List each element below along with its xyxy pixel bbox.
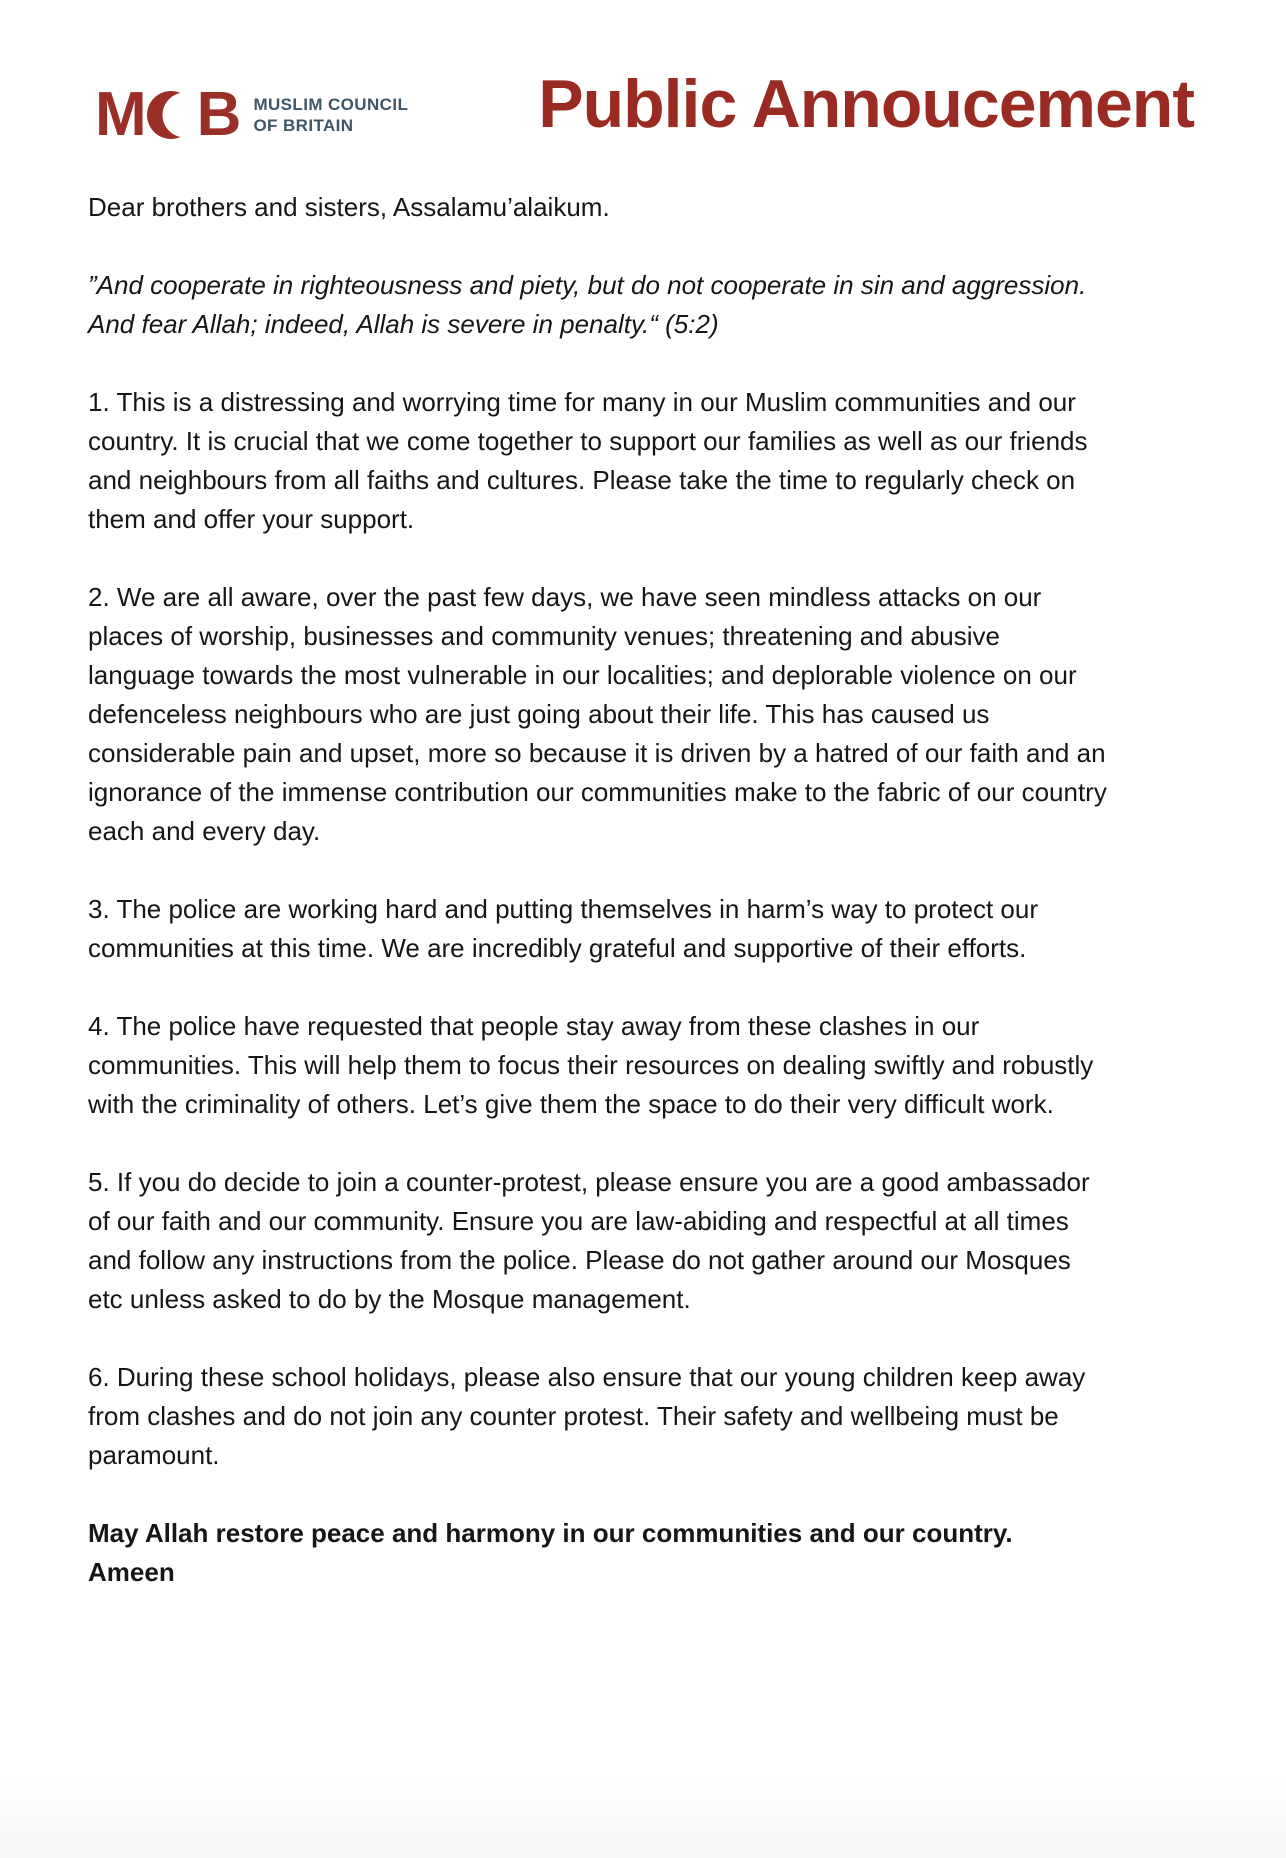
logo-org-line2: OF BRITAIN xyxy=(253,116,354,135)
page-title: Public Annoucement xyxy=(538,66,1194,142)
closing-dua xyxy=(88,1514,1108,1592)
salutation: Dear brothers and sisters, Assalamu’alaikum. xyxy=(88,192,610,222)
logo-letter-m: M xyxy=(95,80,145,149)
paragraph-2: 2. We are all aware, over the past few days, we have seen mindless attacks on our places of worship, businesses and community venues; threatening and abusive language towards the most vulnerable in our localities; and deplorable violence on our defenceless neighbours who are just going about their life. This has caused us considerable pain and upset, more so because it is driven by a hatred of our faith and an ignorance of the immense contribution our communities make to the fabric of our country each and every day. xyxy=(88,582,1107,846)
closing-line1: May Allah restore peace and harmony in our communities and our country. xyxy=(88,1518,1013,1548)
paragraph-3: 3. The police are working hard and putting themselves in harm’s way to protect our communities at this time. We are incredibly grateful and supportive of their efforts. xyxy=(88,894,1038,963)
logo-org-name xyxy=(253,94,408,136)
page-bottom-fade xyxy=(0,1778,1286,1858)
closing-line2: Ameen xyxy=(88,1557,175,1587)
quran-quote: ”And cooperate in righteousness and piety, but do not cooperate in sin and aggression. And fear Allah; indeed, Allah is severe in penalty.“ (5:2) xyxy=(88,270,1087,339)
mcb-logo xyxy=(95,80,409,149)
logo-letter-b: B xyxy=(196,80,240,149)
logo-org-line1: MUSLIM COUNCIL xyxy=(253,95,409,114)
announcement-body xyxy=(0,188,1286,1592)
mcb-logo-mark xyxy=(95,80,240,149)
paragraph-5: 5. If you do decide to join a counter-protest, please ensure you are a good ambassador of our faith and our community. Ensure you are law-abiding and respectful at all times and follow any instructions from the police. Please do not gather around our Mosques etc unless asked to do by the Mosque management. xyxy=(88,1167,1090,1314)
crescent-moon-icon xyxy=(146,87,198,143)
header xyxy=(0,0,1286,149)
paragraph-6: 6. During these school holidays, please also ensure that our young children keep away from clashes and do not join any counter protest. Their safety and wellbeing must be paramount. xyxy=(88,1362,1086,1470)
paragraph-1: 1. This is a distressing and worrying time for many in our Muslim communities and our country. It is crucial that we come together to support our families as well as our friends and neighbours from all faiths and cultures. Please take the time to regularly check on them and offer your support. xyxy=(88,387,1088,534)
paragraph-4: 4. The police have requested that people stay away from these clashes in our communities. This will help them to focus their resources on dealing swiftly and robustly with the criminality of others. Let’s give them the space to do their very difficult work. xyxy=(88,1011,1094,1119)
